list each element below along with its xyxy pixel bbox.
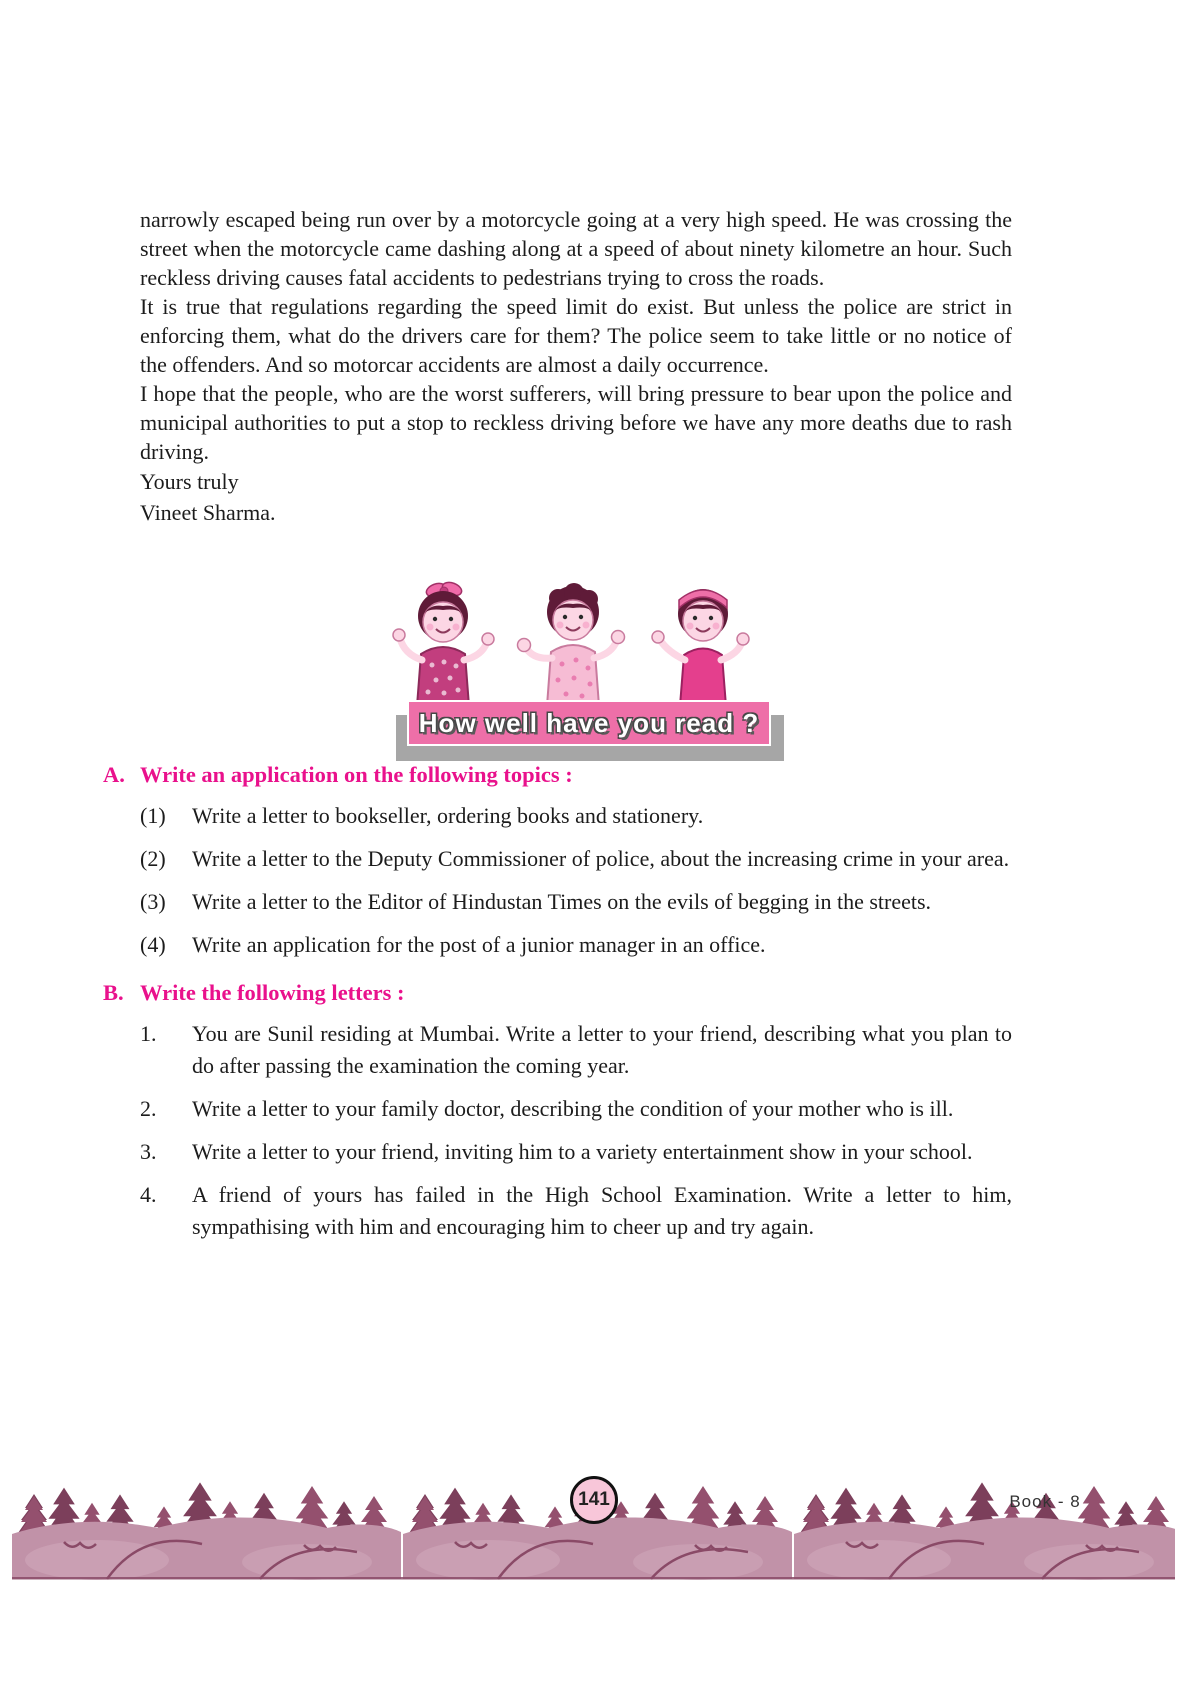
item-number: 2. — [140, 1096, 157, 1121]
girl-with-bow — [393, 580, 494, 706]
item-number: (4) — [140, 932, 166, 957]
list-item — [140, 1179, 1012, 1243]
item-text: A friend of yours has failed in the High School Examination. Write a letter to him, sympathising with him and encouraging him to cheer up and try again. — [192, 1182, 1012, 1239]
item-text: Write a letter to bookseller, ordering books and stationery. — [192, 803, 704, 828]
book-label: Book - 8 — [1009, 1492, 1081, 1511]
page-number: 141 — [578, 1489, 610, 1510]
girl-with-headband — [652, 589, 749, 706]
exercise-sections — [103, 760, 1012, 1254]
item-text: Write a letter to your family doctor, describing the condition of your mother who is ill. — [192, 1096, 954, 1121]
section-a-title: Write an application on the following topics : — [140, 762, 573, 787]
banner-title: How well have you read ? — [418, 707, 760, 738]
paragraph-1: narrowly escaped being run over by a motorcycle going at a very high speed. He was crossing the street when the motorcycle came dashing along at a speed of about ninety kilometre an hour. Such reckless driving causes fatal accidents to pedestrians trying to cross the roads. — [140, 207, 1012, 290]
section-a-items — [140, 800, 1012, 961]
page-number-badge — [570, 1476, 618, 1524]
boy — [518, 583, 625, 706]
signoff-closing: Yours truly — [140, 469, 239, 494]
list-item — [140, 929, 1012, 961]
children-illustration — [388, 580, 788, 710]
list-item — [140, 843, 1012, 875]
section-b-title: Write the following letters : — [140, 980, 405, 1005]
item-text: Write a letter to the Deputy Commissioner of police, about the increasing crime in your area. — [192, 846, 1010, 871]
signoff-name: Vineet Sharma. — [140, 500, 276, 525]
list-item — [140, 1018, 1012, 1082]
letter-body — [140, 205, 1012, 528]
list-item — [140, 886, 1012, 918]
section-b-items — [140, 1018, 1012, 1243]
item-text: Write a letter to your friend, inviting him to a variety entertainment show in your school. — [192, 1139, 973, 1164]
item-text: Write a letter to the Editor of Hindustan Times on the evils of begging in the streets. — [192, 889, 932, 914]
section-b-heading — [103, 978, 1012, 1008]
item-number: (2) — [140, 846, 166, 871]
list-item — [140, 1136, 1012, 1168]
section-a-label: A. — [103, 762, 125, 787]
list-item — [140, 1093, 1012, 1125]
item-number: 4. — [140, 1182, 157, 1207]
item-number: (1) — [140, 803, 166, 828]
item-number: 3. — [140, 1139, 157, 1164]
section-b-label: B. — [103, 980, 124, 1005]
paragraph-2: It is true that regulations regarding the speed limit do exist. But unless the police are strict in enforcing them, what do the drivers care for them? The police seem to take little or no notice of the offenders. And so motorcar accidents are almost a daily occurrence. — [140, 294, 1012, 377]
item-number: 1. — [140, 1021, 157, 1046]
item-text: Write an application for the post of a junior manager in an office. — [192, 932, 766, 957]
item-number: (3) — [140, 889, 166, 914]
section-a-heading — [103, 760, 1012, 790]
paragraph-3: I hope that the people, who are the worst sufferers, will bring pressure to bear upon the police and municipal authorities to put a stop to reckless driving before we have any more deaths due to rash driving. — [140, 381, 1012, 464]
list-item — [140, 800, 1012, 832]
item-text: You are Sunil residing at Mumbai. Write a letter to your friend, describing what you plan to do after passing the examination the coming year. — [192, 1021, 1012, 1078]
how-well-have-you-read-banner — [407, 700, 771, 746]
